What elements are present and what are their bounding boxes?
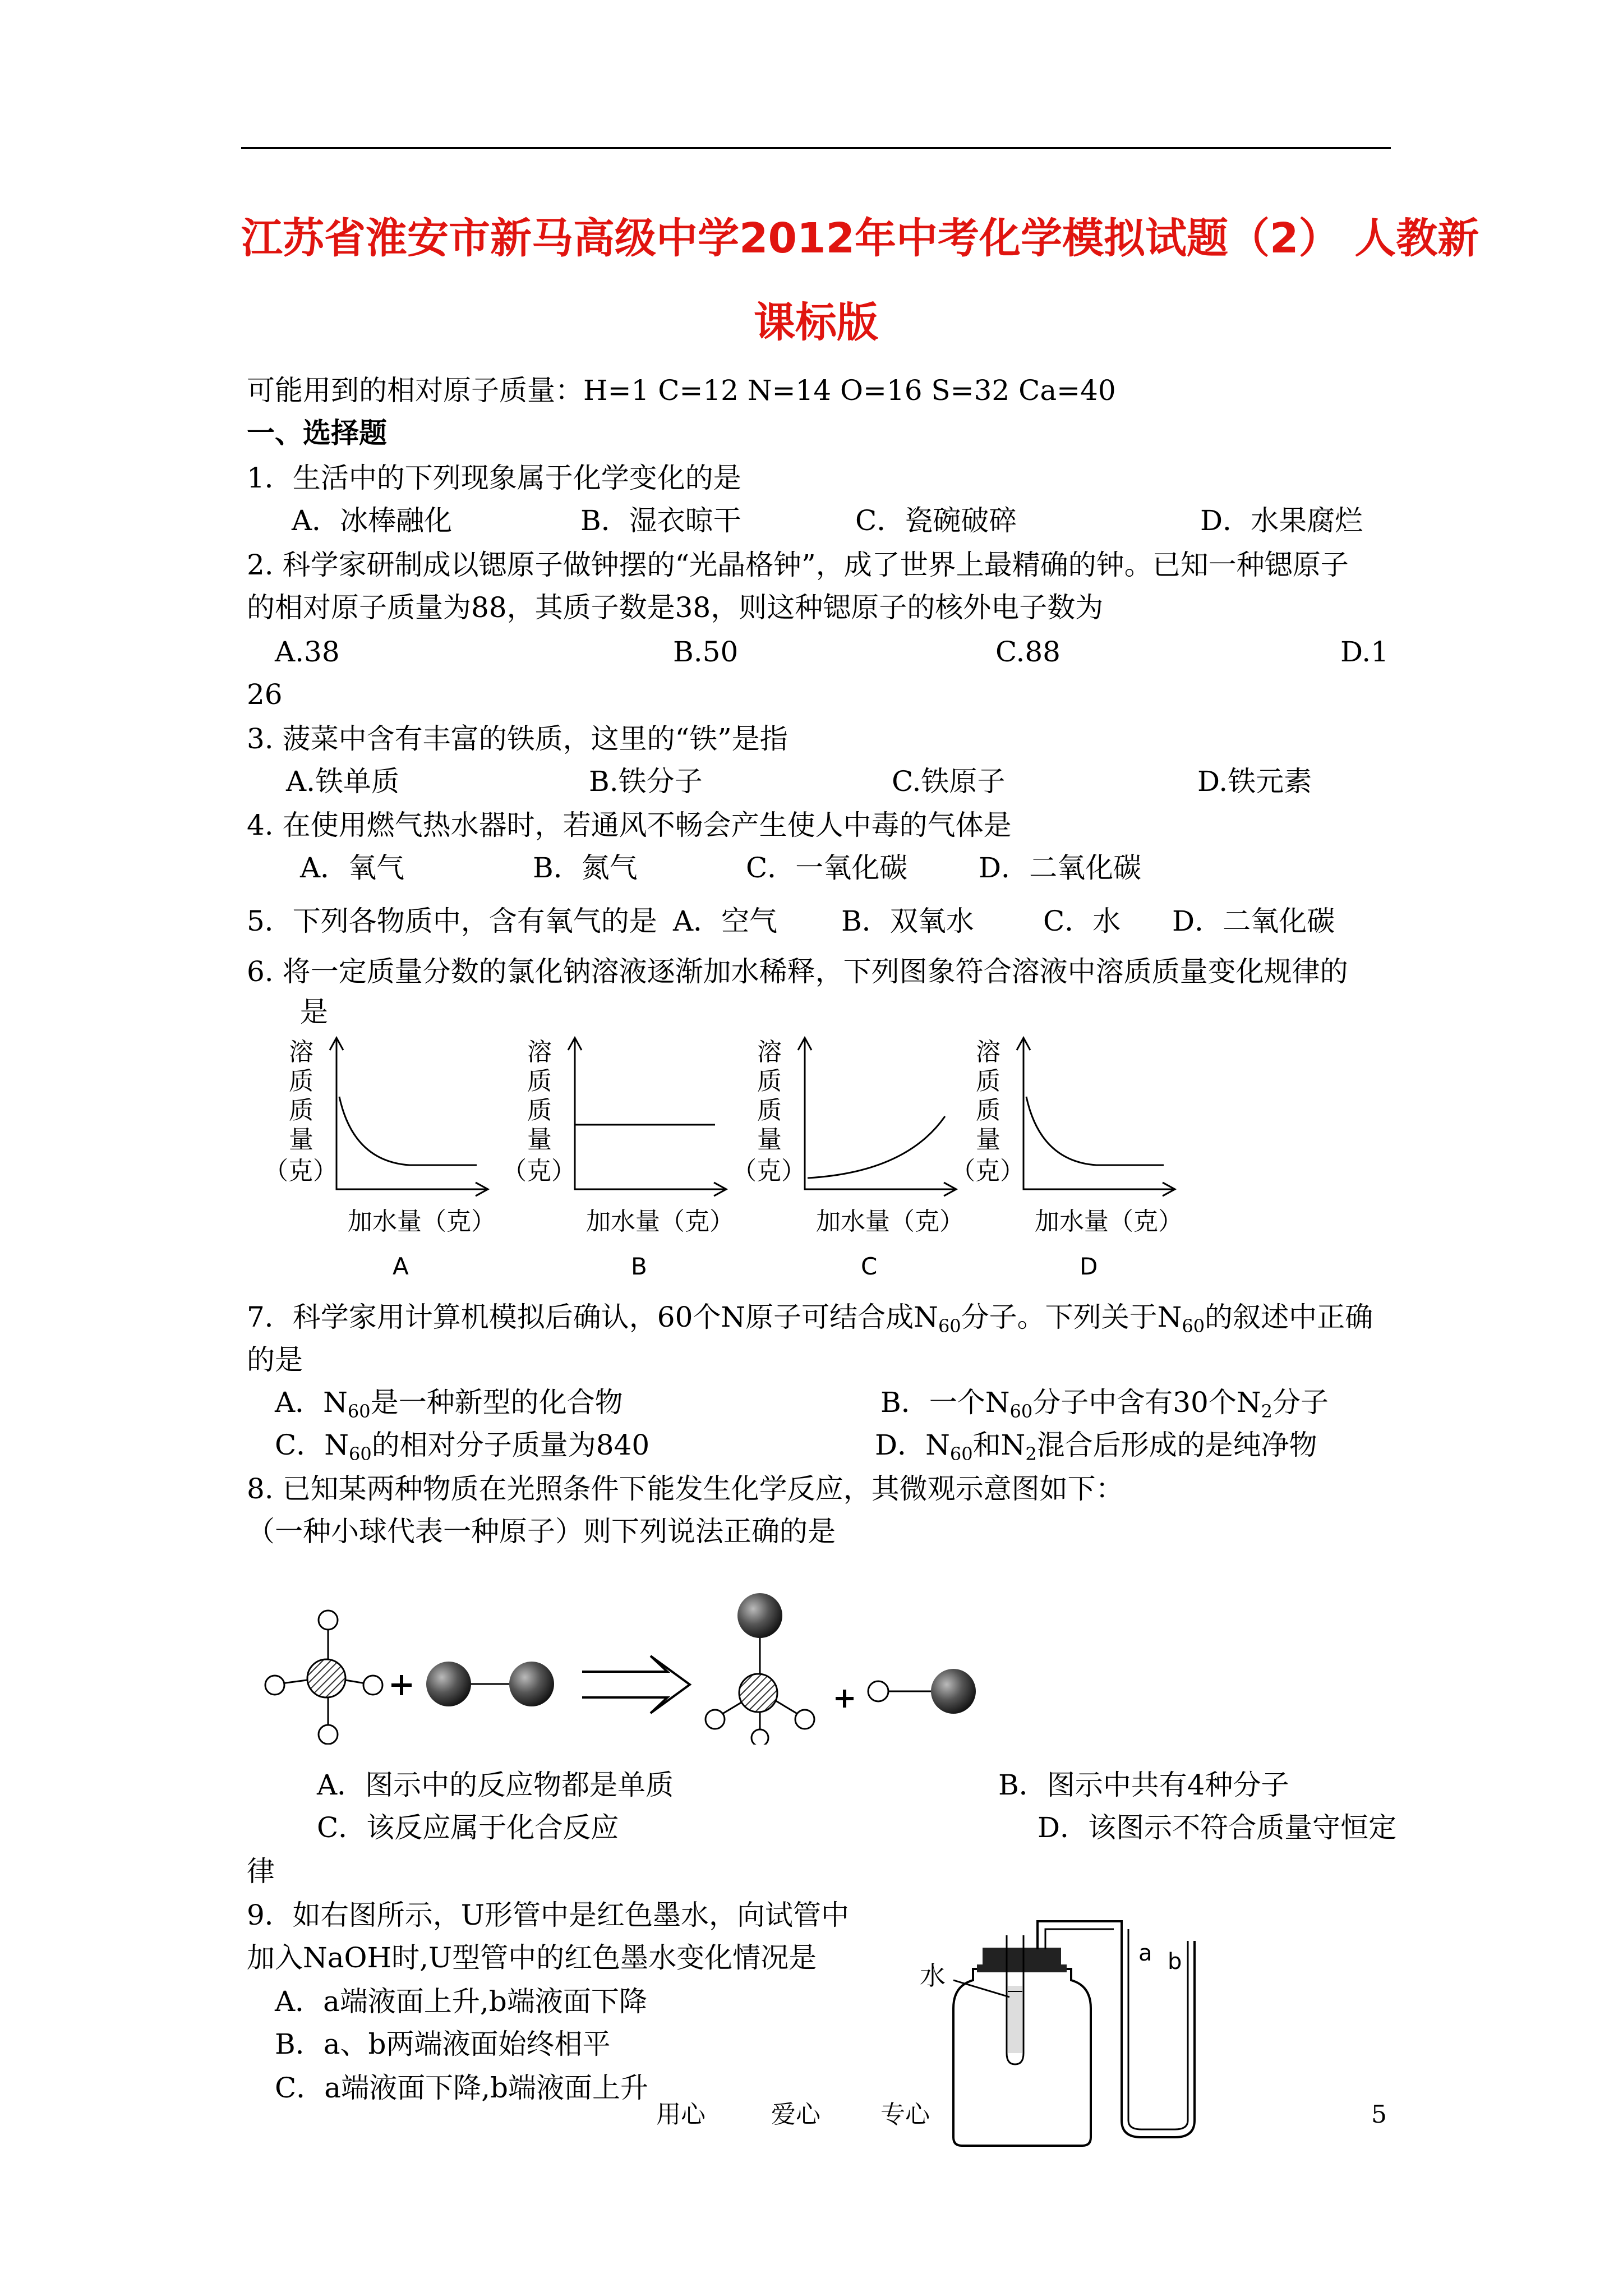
y-label-unit: （克） [951, 1157, 1025, 1185]
chart-option-label: C [861, 1253, 878, 1280]
y-label-char: 溶 [757, 1038, 782, 1066]
q4-option-d: D．二氧化碳 [979, 852, 1142, 884]
series-line [339, 1097, 477, 1165]
q5-option-d: D．二氧化碳 [1172, 905, 1335, 937]
q3-option-a: A.铁单质 [286, 765, 400, 798]
q8-option-b: B．图示中共有4种分子 [998, 1769, 1289, 1801]
q7-option-a: A．$N_{60}$是一种新型的化合物 [275, 1386, 623, 1422]
y-label-char: 溶 [527, 1038, 552, 1066]
q5-stem: 5．下列各物质中，含有氧气的是 [247, 905, 657, 937]
q1-option-b: B．湿衣晾干 [580, 504, 741, 537]
q8-option-a: A．图示中的反应物都是单质 [317, 1769, 674, 1801]
q7-option-c: C．$N_{60}$的相对分子质量为840 [275, 1429, 650, 1465]
q7-option-d: D．$N_{60}$和$N_2$混合后形成的是纯净物 [875, 1429, 1317, 1465]
q1-option-a: A．冰棒融化 [292, 504, 453, 537]
label-b: b [1168, 1949, 1182, 1975]
chart-option-label: A [393, 1253, 409, 1280]
q4-option-a: A．氧气 [300, 852, 405, 884]
plus-sign-2 [836, 1690, 854, 1708]
q2-option-a: A.38 [275, 636, 340, 668]
y-label-char: 质 [527, 1096, 552, 1125]
x-label: 加水量（克） [816, 1207, 964, 1236]
q9-option-a: A．a端液面上升,b端液面下降 [275, 1985, 647, 2018]
chart-C [732, 1038, 964, 1280]
y-label-unit: （克） [264, 1157, 338, 1185]
chart-D [951, 1038, 1183, 1280]
x-label: 加水量（克） [1035, 1207, 1183, 1236]
y-label-char: 量 [757, 1125, 782, 1154]
footer-text-3: 专心 [880, 2100, 930, 2129]
y-label-unit: （克） [502, 1157, 576, 1185]
chart-option-label: D [1080, 1253, 1098, 1280]
y-label-char: 量 [976, 1125, 1000, 1154]
q7-line2: 的是 [247, 1343, 303, 1376]
q8-option-c: C．该反应属于化合反应 [317, 1811, 619, 1844]
q7-option-b: B．一个$N_{60}$分子中含有30个$N_2$分子 [880, 1386, 1329, 1422]
atomic-mass-note: 可能用到的相对原子质量：H=1 C=12 N=14 O=16 S=32 Ca=40 [247, 374, 1116, 407]
q5-option-c: C．水 [1043, 905, 1121, 937]
chart-A [264, 1038, 496, 1280]
series-line [1026, 1097, 1164, 1165]
chart-option-label: B [631, 1253, 647, 1280]
q8-line2: （一种小球代表一种原子）则下列说法正确的是 [247, 1515, 836, 1548]
reactant-molecule-2 [426, 1662, 554, 1706]
y-label-char: 质 [757, 1096, 782, 1125]
q9-line2: 加入NaOH时,U型管中的红色墨水变化情况是 [247, 1941, 817, 1974]
y-label-char: 量 [527, 1125, 552, 1154]
y-label-char: 质 [527, 1067, 552, 1096]
q4-option-c: C．一氧化碳 [746, 852, 908, 884]
label-water: 水 [920, 1961, 946, 1991]
q3-option-b: B.铁分子 [589, 765, 703, 798]
chart-B [502, 1038, 734, 1280]
y-label-char: 质 [289, 1067, 313, 1096]
footer-text-1: 用心 [656, 2100, 706, 2129]
q2-line1: 2. 科学家研制成以锶原子做钟摆的“光晶格钟”，成了世界上最精确的钟。已知一种锶原子 [247, 549, 1349, 581]
chart-axes [575, 1038, 726, 1189]
q1-option-c: C．瓷碗破碎 [855, 504, 1017, 537]
y-label-char: 溶 [289, 1038, 313, 1066]
q2-line2: 的相对原子质量为88，其质子数是38，则这种锶原子的核外电子数为 [247, 591, 1104, 624]
page-title-line2: 课标版 [754, 298, 878, 347]
x-label: 加水量（克） [586, 1207, 734, 1236]
q5-option-b: B．双氧水 [841, 905, 974, 937]
y-label-char: 质 [976, 1096, 1000, 1125]
q3-stem: 3. 菠菜中含有丰富的铁质，这里的“铁”是指 [247, 723, 788, 755]
chart-axes [805, 1038, 956, 1189]
q4-stem: 4. 在使用燃气热水器时，若通风不畅会产生使人中毒的气体是 [247, 809, 1012, 841]
label-a: a [1138, 1940, 1152, 1966]
q8-reaction-diagram [247, 1593, 998, 1745]
product-molecule-1 [706, 1593, 814, 1745]
x-label: 加水量（克） [348, 1207, 496, 1236]
q2-option-d-cont: 26 [247, 678, 283, 711]
q7-line1: 7．科学家用计算机模拟后确认，60个N原子可结合成$N_{60}$分子。下列关于$N_{60}$的叙述中正确 [247, 1301, 1373, 1337]
chart-axes [336, 1038, 488, 1189]
section-heading: 一、选择题 [247, 417, 387, 449]
q3-option-d: D.铁元素 [1197, 765, 1312, 798]
page-title-line1: 江苏省淮安市新马高级中学2012年中考化学模拟试题（2） 人教新 [241, 214, 1479, 263]
q6-line1: 6. 将一定质量分数的氯化钠溶液逐渐加水稀释，下列图象符合溶液中溶质质量变化规律的 [247, 955, 1348, 988]
q9-line1: 9．如右图所示，U形管中是红色墨水，向试管中 [247, 1899, 849, 1931]
q2-option-d: D.1 [1340, 636, 1389, 668]
q8-option-d: D．该图示不符合质量守恒定 [1038, 1811, 1397, 1844]
y-label-char: 质 [976, 1067, 1000, 1096]
q3-option-c: C.铁原子 [892, 765, 1006, 798]
q1-stem: 1．生活中的下列现象属于化学变化的是 [247, 462, 741, 494]
q6-line2: 是 [300, 996, 328, 1028]
chart-axes [1023, 1038, 1175, 1189]
q9-option-c: C．a端液面下降,b端液面上升 [275, 2072, 648, 2104]
q9-option-b: B．a、b两端液面始终相平 [275, 2028, 611, 2060]
q5-option-a: A．空气 [673, 905, 778, 937]
plus-sign-1 [391, 1675, 412, 1695]
q2-option-b: B.50 [673, 636, 739, 668]
q1-option-d: D．水果腐烂 [1200, 504, 1363, 537]
footer-text-2: 爱心 [771, 2100, 820, 2129]
y-label-char: 溶 [976, 1038, 1000, 1066]
product-molecule-2 [868, 1669, 976, 1714]
q2-option-c: C.88 [995, 636, 1061, 668]
reaction-arrow [582, 1656, 690, 1713]
page-number: 5 [1371, 2100, 1387, 2129]
q4-option-b: B．氮气 [533, 852, 638, 884]
reactant-molecule-1 [265, 1611, 382, 1744]
q8-line1: 8. 已知某两种物质在光照条件下能发生化学反应，其微观示意图如下： [247, 1473, 1124, 1505]
q8-option-d-cont: 律 [247, 1855, 275, 1888]
y-label-char: 质 [289, 1096, 313, 1125]
y-label-unit: （克） [732, 1157, 806, 1185]
y-label-char: 量 [289, 1125, 313, 1154]
y-label-char: 质 [757, 1067, 782, 1096]
series-line [808, 1116, 945, 1178]
q9-apparatus-diagram [920, 1896, 1234, 2154]
